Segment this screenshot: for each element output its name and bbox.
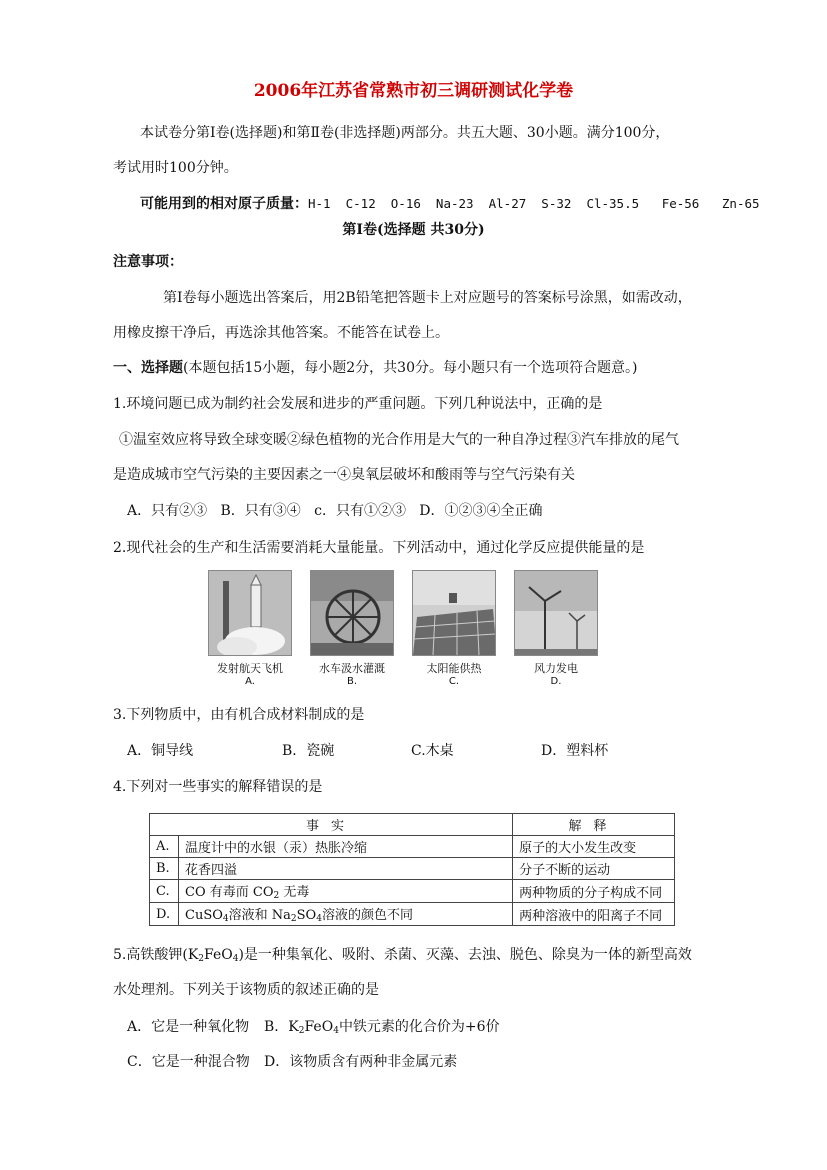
notes-line-1: 第Ⅰ卷每小题选出答案后，用2B铅笔把答题卡上对应题号的答案标号涂黑，如需改动， [163, 290, 692, 306]
table-row [150, 858, 675, 880]
shuttle-launch-photo [208, 570, 292, 656]
table-row [150, 903, 675, 926]
q2-pic-c [412, 570, 496, 690]
row-fact [179, 903, 513, 926]
notes-line-2: 用橡皮擦干净后，再选涂其他答案。不能答在试卷上。 [113, 325, 449, 341]
q5-stem-text: FeO [204, 947, 233, 963]
notes-label: 注意事项： [113, 254, 183, 270]
subscript: 4 [316, 914, 322, 924]
intro-line-2: 考试用时100分钟。 [113, 160, 238, 176]
q4-stem: 4.下列对一些事实的解释错误的是 [113, 779, 323, 795]
row-explain: 原子的大小发生改变 [513, 836, 675, 858]
row-letter: D. [150, 903, 179, 926]
wind-turbine-icon [515, 571, 598, 656]
q2-stem: 2.现代社会的生产和生活需要消耗大量能量。下列活动中，通过化学反应提供能量的是 [113, 540, 645, 556]
subscript: 2 [298, 1026, 305, 1036]
waterwheel-icon [311, 571, 394, 656]
q3-option-b: B．瓷碗 [282, 743, 335, 759]
page-title: 2006年江苏省常熟市初三调研测试化学卷 [253, 81, 574, 101]
table-row [150, 880, 675, 903]
subscript: 2 [290, 914, 297, 924]
q1-line2: ①温室效应将导致全球变暖②绿色植物的光合作用是大气的一种自净过程③汽车排放的尾气 [119, 432, 679, 448]
q5-option-a: A．它是一种氧化物 [127, 1019, 250, 1035]
q2-pic-b-letter: B. [346, 676, 358, 687]
q3-option-a: A．铜导线 [127, 743, 194, 759]
row-fact [179, 880, 513, 903]
q3-stem: 3.下列物质中，由有机合成材料制成的是 [113, 707, 365, 723]
subscript: 4 [232, 954, 239, 964]
row-letter: C. [150, 880, 179, 903]
q2-pic-c-caption: 太阳能供热 [426, 662, 482, 675]
atomic-mass-values: H-1 C-12 O-16 Na-23 Al-27 S-32 Cl-35.5 Fe-56 Zn-65 [308, 196, 760, 211]
intro-line-1: 本试卷分第Ⅰ卷(选择题)和第Ⅱ卷(非选择题)两部分。共五大题、30小题。满分100分， [140, 125, 670, 141]
table-header-fact: 事实 [150, 814, 513, 836]
option-text: B．K [264, 1019, 299, 1035]
subscript: 2 [198, 954, 205, 964]
row-explain: 两种物质的分子构成不同 [513, 880, 675, 903]
subscript: 2 [273, 891, 280, 901]
waterwheel-photo [310, 570, 394, 656]
q5-line2: 水处理剂。下列关于该物质的叙述正确的是 [113, 982, 379, 998]
q5-option-c: C．它是一种混合物 [127, 1054, 250, 1070]
table-header-row [150, 814, 675, 836]
shuttle-launch-icon [209, 571, 292, 656]
q2-pic-d-caption: 风力发电 [534, 662, 578, 675]
q2-pic-a-letter: A. [245, 676, 255, 687]
q2-pic-d [514, 570, 598, 690]
option-text: FeO [304, 1019, 334, 1035]
option-text: 中铁元素的化合价为+6价 [338, 1019, 500, 1035]
fact-text: CO 有毒而 CO [185, 885, 274, 900]
q3-option-d: D．塑料杯 [541, 743, 609, 759]
row-letter: B. [150, 858, 179, 880]
fact-text: CuSO [185, 908, 223, 923]
q2-pic-a-caption: 发射航天飞机 [217, 662, 283, 675]
section1-desc: (本题包括15小题，每小题2分，共30分。每小题只有一个选项符合题意。) [183, 360, 638, 376]
table-row [150, 836, 675, 858]
fact-text: 无毒 [279, 885, 310, 900]
q2-pic-d-letter: D. [550, 676, 562, 687]
fact-text: 溶液的颜色不同 [321, 908, 413, 923]
q5-stem-text: )是一种集氧化、吸附、杀菌、灭藻、去浊、脱色、除臭为一体的新型高效 [238, 947, 692, 963]
q5-stem-text: 5.高铁酸钾(K [113, 947, 199, 963]
q2-picture-row [208, 570, 580, 690]
row-explain: 分子不断的运动 [513, 858, 675, 880]
q3-option-c: C.木桌 [411, 743, 454, 759]
row-fact: 花香四溢 [179, 858, 513, 880]
row-fact: 温度计中的水银（汞）热胀冷缩 [179, 836, 513, 858]
atomic-mass-line [140, 193, 760, 213]
q1-options: A．只有②③ B．只有③④ c．只有①②③ D．①②③④全正确 [127, 503, 543, 519]
q1-stem: 1.环境问题已成为制约社会发展和进步的严重问题。下列几种说法中，正确的是 [113, 396, 603, 412]
q1-line3: 是造成城市空气污染的主要因素之一④臭氧层破坏和酸雨等与空气污染有关 [113, 467, 575, 483]
subscript: 4 [222, 914, 229, 924]
q2-pic-b [310, 570, 394, 690]
row-letter: A. [150, 836, 179, 858]
fact-text: SO [296, 908, 317, 923]
section1-label: 一、选择题 [113, 360, 183, 376]
q5-stem [113, 944, 692, 964]
q2-pic-c-letter: C. [448, 676, 460, 687]
q2-pic-b-caption: 水车汲水灌溉 [319, 662, 385, 675]
subscript: 4 [333, 1026, 339, 1036]
q5-option-b [264, 1016, 500, 1036]
fact-text: 溶液和 Na [228, 908, 291, 923]
q4-fact-table [149, 813, 675, 926]
section1-heading [113, 357, 637, 377]
q5-option-d: D．该物质含有两种非金属元素 [264, 1054, 458, 1070]
wind-power-photo [514, 570, 598, 656]
solar-panel-icon [413, 571, 496, 656]
table-header-explain: 解释 [513, 814, 675, 836]
q2-pic-a [208, 570, 292, 690]
solar-heating-photo [412, 570, 496, 656]
part1-title: 第Ⅰ卷(选择题 共30分) [342, 222, 485, 238]
atomic-mass-label: 可能用到的相对原子质量： [140, 196, 308, 212]
row-explain: 两种溶液中的阳离子不同 [513, 903, 675, 926]
